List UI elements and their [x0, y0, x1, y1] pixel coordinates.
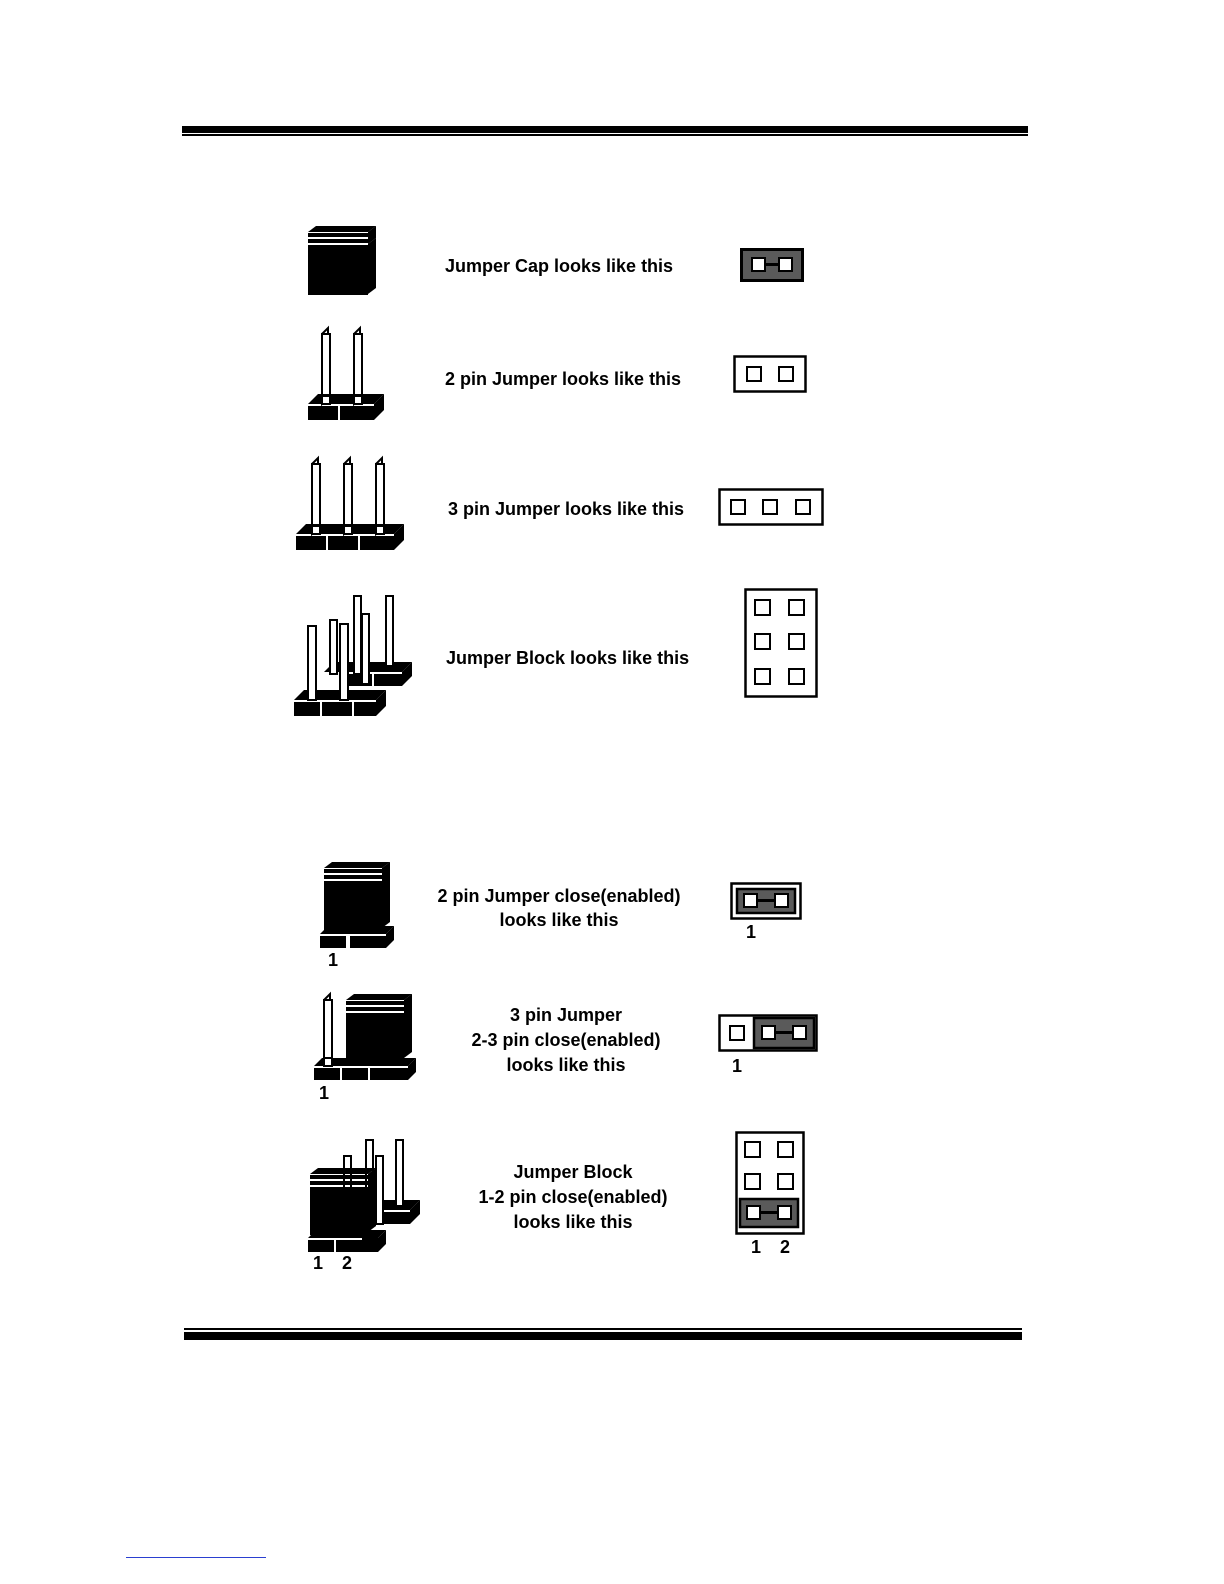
three-pin-closed-symbol-pin-1: 1	[732, 1056, 743, 1076]
jumper-block-closed-symbol-pin-1: 1	[751, 1237, 762, 1257]
three-pin-closed-illustration	[310, 990, 418, 1082]
jumper-cap-symbol	[740, 248, 804, 282]
two-pin-closed-symbol-pin-1: 1	[746, 922, 757, 942]
jumper-block-closed-illustration-pin-1: 1	[313, 1253, 324, 1273]
jumper-block-closed-label	[478, 1160, 667, 1235]
two-pin-jumper-label: 2 pin Jumper looks like this	[445, 369, 682, 389]
two-pin-closed-label-line-2: looks like this	[499, 910, 619, 930]
jumper-block-closed-label-line-3: looks like this	[513, 1212, 633, 1232]
three-pin-closed-label-line-2: 2-3 pin close(enabled)	[471, 1030, 661, 1050]
three-pin-closed-label	[471, 1003, 660, 1078]
header-rule	[182, 126, 1028, 136]
two-pin-closed-illustration-pin-1: 1	[328, 950, 339, 970]
three-pin-closed-illustration-pin-1: 1	[319, 1083, 330, 1103]
two-pin-jumper-illustration	[300, 324, 390, 422]
footer-link-underline[interactable]	[126, 1557, 266, 1558]
three-pin-jumper-symbol	[718, 488, 824, 526]
jumper-block-closed-label-line-1: Jumper Block	[513, 1162, 633, 1182]
jumper-block-closed-illustration-pin-2: 2	[342, 1253, 353, 1273]
jumper-block-closed-illustration	[304, 1134, 424, 1254]
jumper-cap-illustration	[300, 224, 384, 300]
three-pin-closed-label-line-1: 3 pin Jumper	[509, 1005, 623, 1025]
jumper-block-symbol	[744, 588, 818, 698]
footer-rule	[184, 1328, 1022, 1340]
jumper-block-label: Jumper Block looks like this	[446, 648, 690, 668]
two-pin-closed-label	[437, 884, 680, 932]
three-pin-jumper-illustration	[292, 454, 408, 552]
two-pin-jumper-symbol	[733, 355, 807, 393]
jumper-block-closed-label-line-2: 1-2 pin close(enabled)	[478, 1187, 668, 1207]
two-pin-closed-label-line-1: 2 pin Jumper close(enabled)	[437, 886, 681, 906]
two-pin-closed-symbol	[730, 882, 802, 920]
two-pin-closed-illustration	[316, 858, 400, 950]
jumper-cap-label: Jumper Cap looks like this	[445, 256, 674, 276]
jumper-block-illustration	[290, 590, 416, 718]
jumper-block-closed-symbol	[735, 1131, 805, 1235]
jumper-block-closed-symbol-pin-2: 2	[780, 1237, 791, 1257]
three-pin-jumper-label: 3 pin Jumper looks like this	[448, 499, 685, 519]
three-pin-closed-label-line-3: looks like this	[506, 1055, 626, 1075]
three-pin-closed-symbol	[718, 1014, 818, 1052]
